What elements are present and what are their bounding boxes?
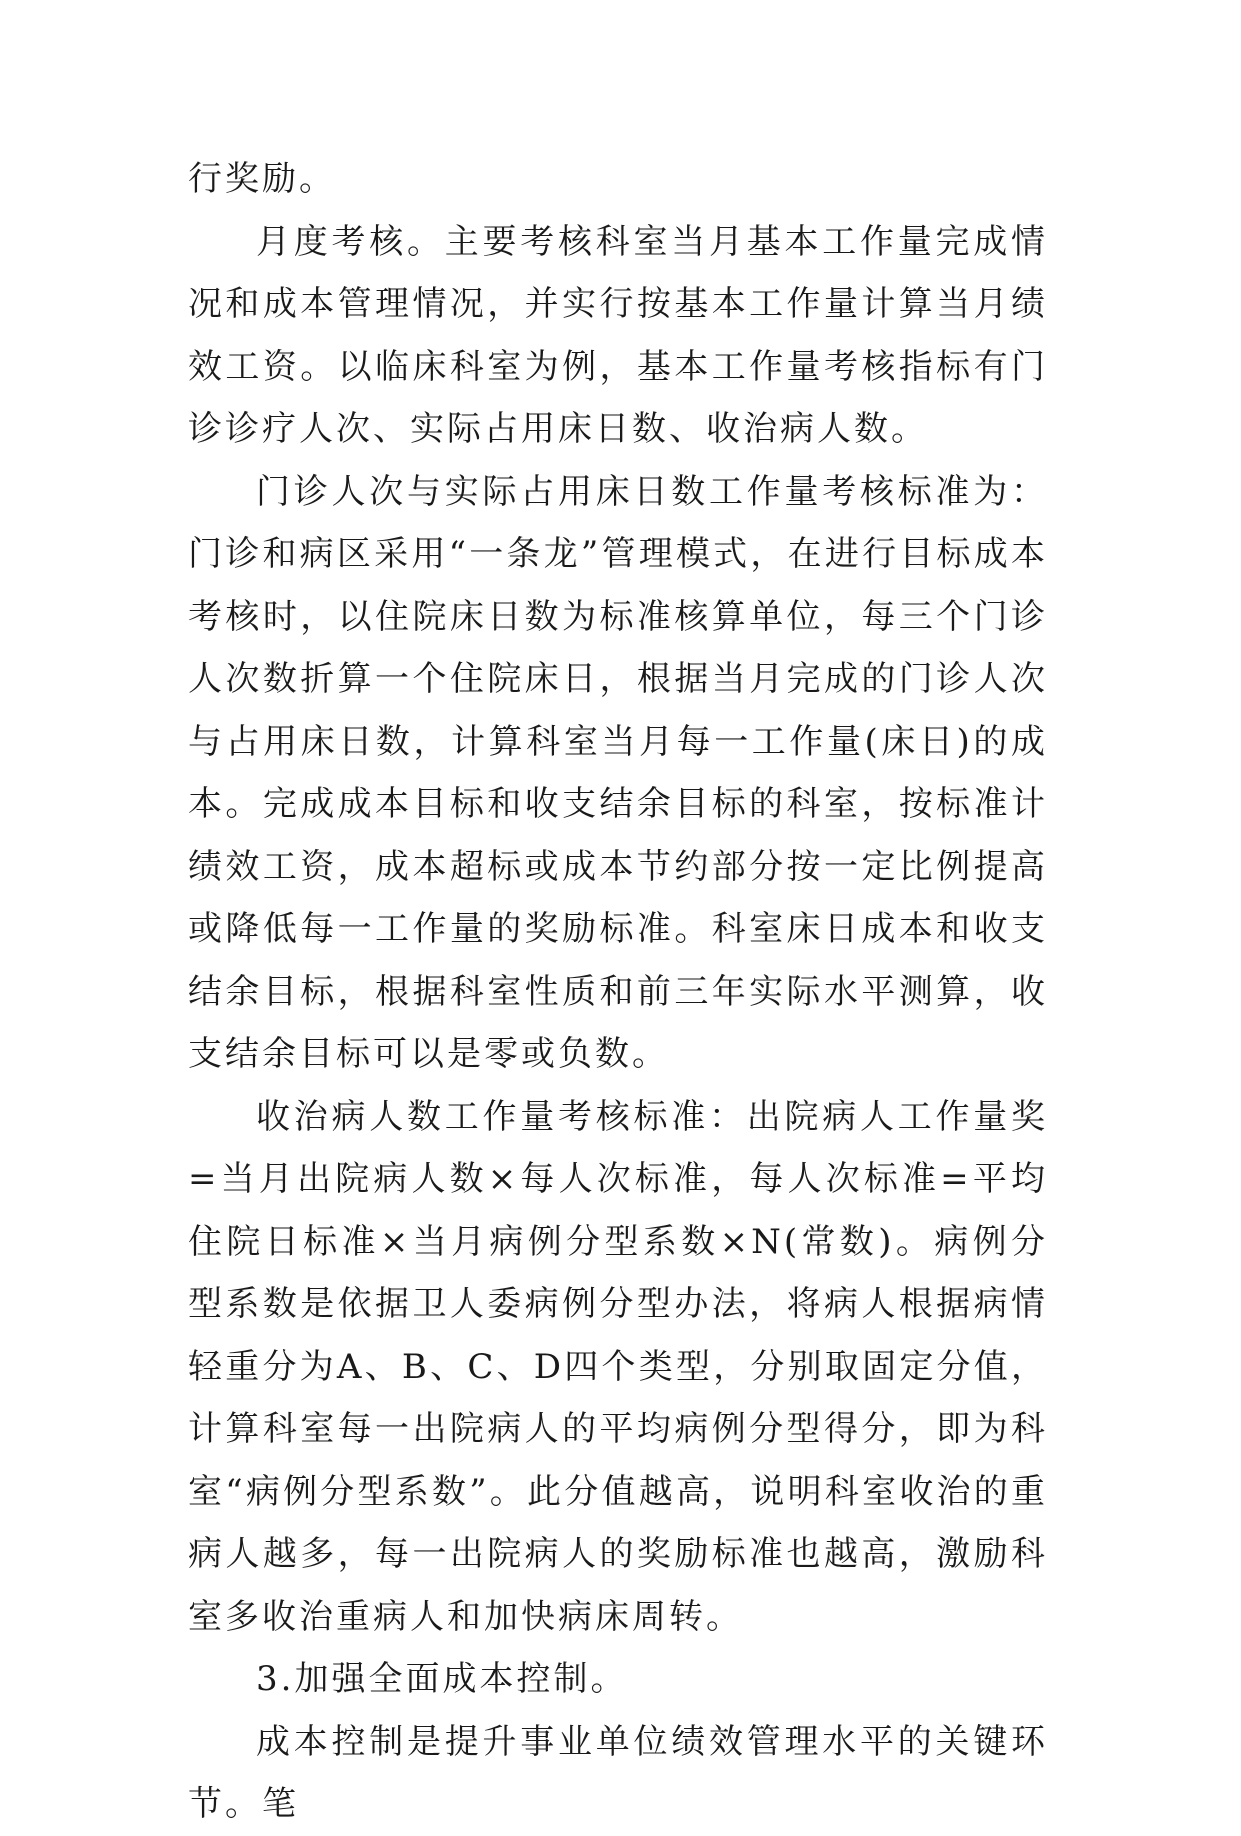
- paragraph-admitted-patients-standard: 收治病人数工作量考核标准：出院病人工作量奖=当月出院病人数×每人次标准，每人次标准=平均住院日标准×当月病例分型系数×N(常数)。病例分型系数是依据卫人委病例分型办法，将病人根据病情轻重分为A、B、C、D四个类型，分别取固定分值，计算科室每一出院病人的平均病例分型得分，即为科室“病例分型系数”。此分值越高，说明科室收治的重病人越多，每一出院病人的奖励标准也越高，激励科室多收治重病人和加快病床周转。: [188, 1096, 1048, 1637]
- section-heading-cost-control: 3.加强全面成本控制。: [256, 1659, 628, 1699]
- paragraph-monthly-assessment: 月度考核。主要考核科室当月基本工作量完成情况和成本管理情况，并实行按基本工作量计算当月绩效工资。以临床科室为例，基本工作量考核指标有门诊诊疗人次、实际占用床日数、收治病人数。: [188, 221, 1048, 449]
- paragraph-continuation: 行奖励。: [188, 159, 336, 199]
- paragraph-cost-control-intro: 成本控制是提升事业单位绩效管理水平的关键环节。笔: [188, 1721, 1048, 1824]
- paragraph-outpatient-bed-days-standard: 门诊人次与实际占用床日数工作量考核标准为：门诊和病区采用“一条龙”管理模式，在进行目标成本考核时，以住院床日数为标准核算单位，每三个门诊人次数折算一个住院床日，根据当月完成的门诊人次与占用床日数，计算科室当月每一工作量(床日)的成本。完成成本目标和收支结余目标的科室，按标准计绩效工资，成本超标或成本节约部分按一定比例提高或降低每一工作量的奖励标准。科室床日成本和收支结余目标，根据科室性质和前三年实际水平测算，收支结余目标可以是零或负数。: [188, 471, 1048, 1074]
- document-body: [188, 148, 1048, 1836]
